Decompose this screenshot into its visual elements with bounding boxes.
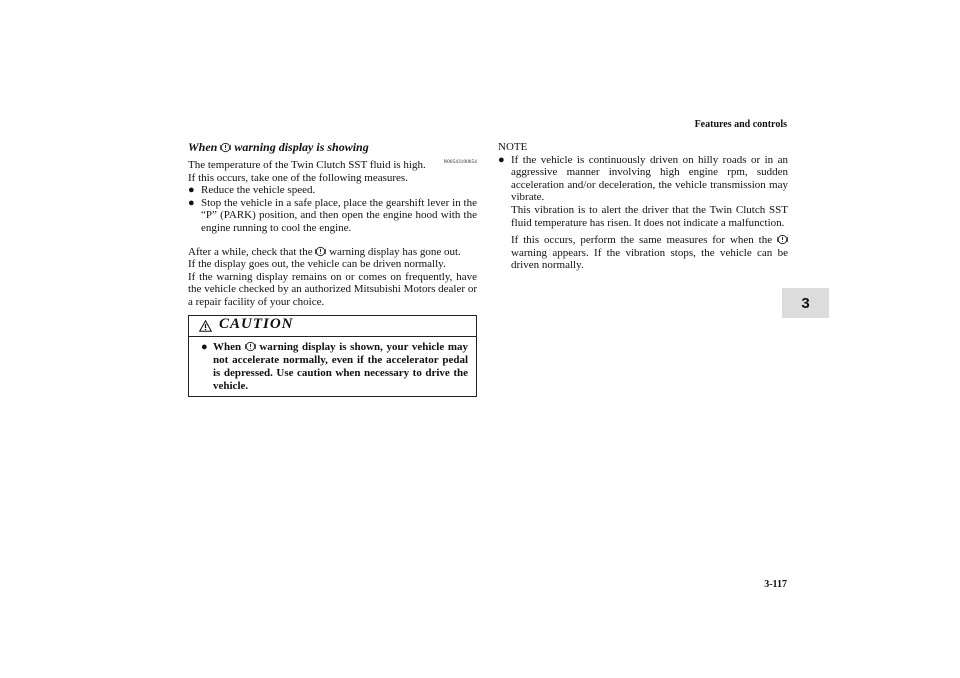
paragraph-measures: If this occurs, take one of the following measures. [188,171,408,184]
note-item: ● If the vehicle is continuously driven on hilly roads or in an aggressive manner involving high engine rpm, sudden acceleration and/or deceleration, the vehicle transmission may vibrate. [498,153,788,204]
right-column [498,141,788,272]
transmission-warning-icon [245,341,256,352]
caution-box [188,315,477,397]
bullet-dot: ● [201,340,208,353]
page-number: 3-117 [764,579,787,590]
transmission-warning-icon [315,246,326,257]
section-code: N00543100054 [443,160,477,165]
list-item: ● Reduce the vehicle speed. [188,184,316,197]
paragraph-display-out: If the display goes out, the vehicle can be driven normally. [188,258,446,271]
list-item: ● Stop the vehicle in a safe place, place the gearshift lever in the “P” (PARK) position, and then open the engine hood with the engine running to cool the engine. [188,196,477,234]
header-title: Features and controls [694,119,787,130]
paragraph-dealer: If the warning display remains on or comes on frequently, have the vehicle checked by an authorized Mitsubishi Motors dealer or a repair facility of your choice. [188,270,477,308]
bullet-dot: ● [498,153,505,166]
paragraph-check: After a while, check that the warning display has gone out. [188,245,461,258]
left-column [188,141,477,397]
transmission-warning-icon [220,142,231,153]
warning-triangle-icon [199,320,212,332]
bullet-dot: ● [188,196,195,209]
caution-header [189,316,476,337]
note-paragraph: If this occurs, perform the same measures for when the warning appears. If the vibration stops, the vehicle can be driven normally. [511,234,788,272]
section-title-suffix: warning display is showing [234,140,369,154]
section-title-prefix: When [188,140,218,154]
paragraph-temperature: The temperature of the Twin Clutch SST fluid is high. [188,159,426,171]
note-label: NOTE [498,141,528,153]
caution-label: CAUTION [219,315,294,332]
note-paragraph: This vibration is to alert the driver that the Twin Clutch SST fluid temperature has risen. It does not indicate a malfunction. [511,203,788,229]
bullet-dot: ● [188,184,195,197]
transmission-warning-icon [777,234,788,245]
caution-text: ● When warning display is shown, your vehicle may not accelerate normally, even if the accelerator pedal is depressed. Use caution when necessary to drive the vehicle. [201,340,468,392]
chapter-tab: 3 [782,288,829,318]
